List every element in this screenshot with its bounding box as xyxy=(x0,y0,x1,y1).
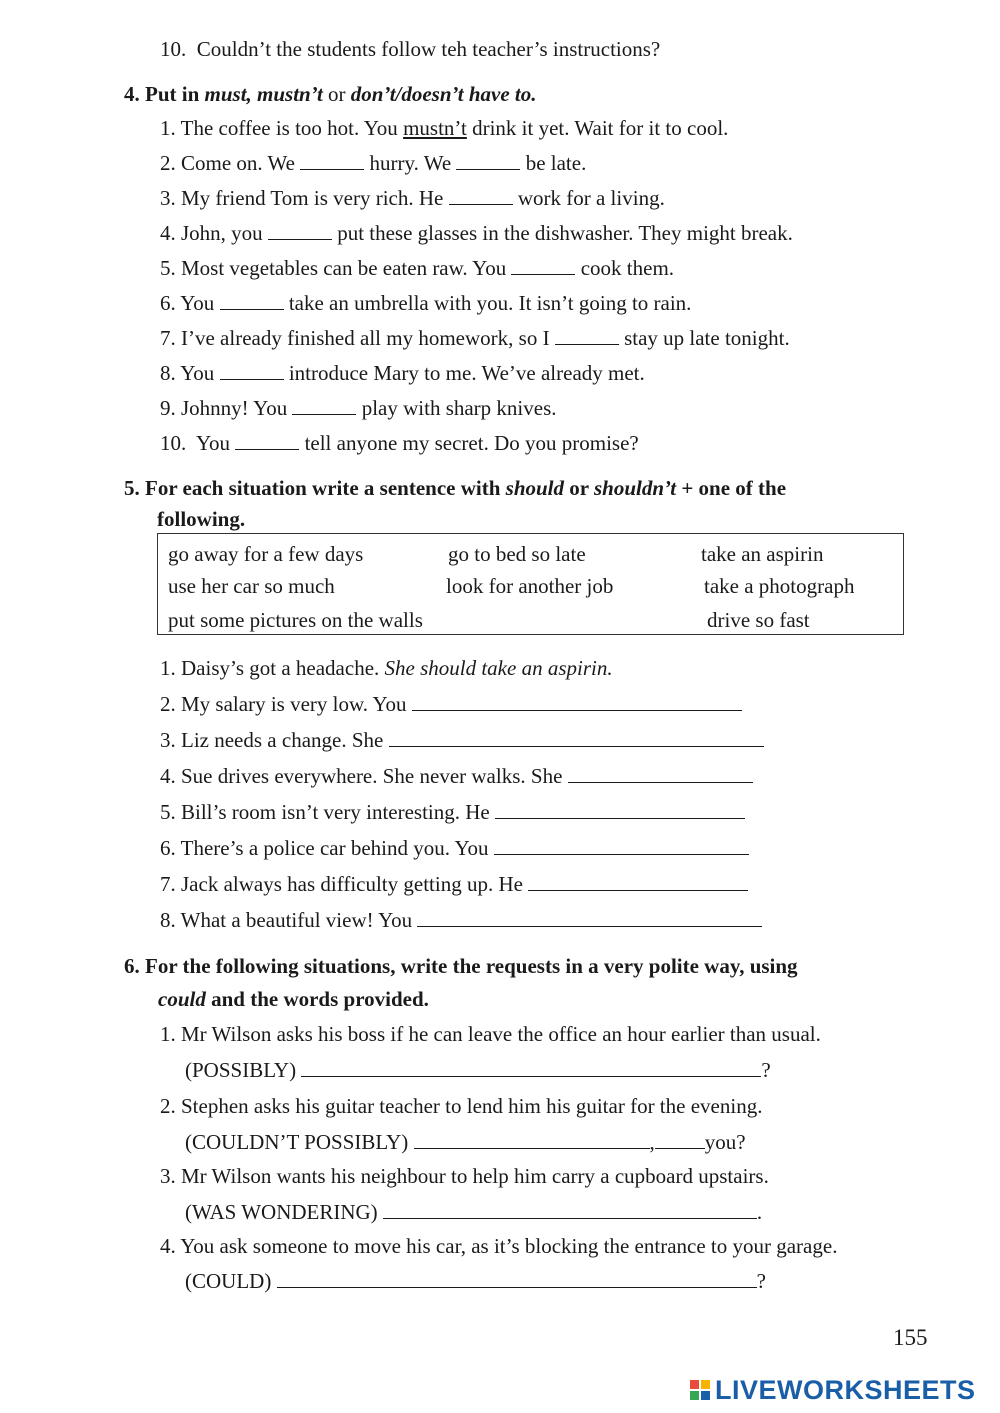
word-option: take an aspirin xyxy=(701,542,824,566)
word-option: use her car so much xyxy=(168,574,335,598)
exercise-6-item-3-answer: (WAS WONDERING) . xyxy=(185,1200,763,1224)
exercise-5-item-2: 2. My salary is very low. You xyxy=(160,691,742,717)
answer-blank[interactable] xyxy=(449,186,513,205)
exercise-4-item-10: 10. You tell anyone my secret. Do you promise? xyxy=(160,431,639,455)
answer-line[interactable] xyxy=(414,1130,650,1149)
answer-line[interactable] xyxy=(389,728,764,747)
answer-blank[interactable] xyxy=(292,396,356,415)
exercise-4-heading: 4. Put in must, mustn’t or don’t/doesn’t have to. xyxy=(124,82,537,106)
answer-line[interactable] xyxy=(277,1269,757,1288)
word-option: go to bed so late xyxy=(448,542,586,566)
logo-mark-icon xyxy=(690,1380,710,1400)
answer-line[interactable] xyxy=(412,692,742,711)
exercise-4-item-3: 3. My friend Tom is very rich. He work for a living. xyxy=(160,186,665,210)
example-answer: mustn’t xyxy=(403,116,467,140)
exercise-5-item-1: 1. Daisy’s got a headache. She should take an aspirin. xyxy=(160,656,613,680)
exercise-6-item-4-answer: (COULD) ? xyxy=(185,1269,766,1293)
exercise-5-heading: 5. For each situation write a sentence with should or shouldn’t + one of the xyxy=(124,476,787,500)
word-box xyxy=(157,533,904,635)
word-option: look for another job xyxy=(446,574,614,598)
answer-blank[interactable] xyxy=(555,326,619,345)
exercise-6-item-1-answer: (POSSIBLY) ? xyxy=(185,1058,771,1082)
exercise-6-item-1: 1. Mr Wilson asks his boss if he can leave the office an hour earlier than usual. xyxy=(160,1022,821,1046)
page-number: 155 xyxy=(893,1325,928,1350)
exercise-6-item-2: 2. Stephen asks his guitar teacher to lend him his guitar for the evening. xyxy=(160,1094,763,1118)
answer-line[interactable] xyxy=(528,872,748,891)
example-answer: She should take an aspirin. xyxy=(384,656,613,680)
answer-blank[interactable] xyxy=(235,431,299,450)
exercise-4-item-7: 7. I’ve already finished all my homework, so I stay up late tonight. xyxy=(160,326,790,350)
answer-line[interactable] xyxy=(495,800,745,819)
answer-line[interactable] xyxy=(383,1200,757,1219)
exercise-4-item-8: 8. You introduce Mary to me. We’ve already met. xyxy=(160,361,645,385)
word-option: put some pictures on the walls xyxy=(168,608,423,632)
exercise-4-item-6: 6. You take an umbrella with you. It isn’t going to rain. xyxy=(160,291,692,315)
answer-line[interactable] xyxy=(417,908,762,927)
exercise-6-item-2-answer: (COULDN’T POSSIBLY) , you? xyxy=(185,1130,746,1154)
answer-line[interactable] xyxy=(494,836,749,855)
exercise-3-item-10: 10. Couldn’t the students follow teh teacher’s instructions? xyxy=(160,37,661,61)
word-option: go away for a few days xyxy=(168,542,364,566)
answer-blank[interactable] xyxy=(511,256,575,275)
exercise-5-item-3: 3. Liz needs a change. She xyxy=(160,727,764,753)
exercise-5-item-4: 4. Sue drives everywhere. She never walks. She xyxy=(160,763,753,789)
answer-blank[interactable] xyxy=(220,361,284,380)
logo-text: LIVEWORKSHEETS xyxy=(715,1374,976,1405)
answer-line[interactable] xyxy=(655,1130,705,1149)
answer-blank[interactable] xyxy=(456,151,520,170)
exercise-6-item-3: 3. Mr Wilson wants his neighbour to help him carry a cupboard upstairs. xyxy=(160,1164,769,1188)
word-option: drive so fast xyxy=(707,608,810,632)
exercise-5-item-8: 8. What a beautiful view! You xyxy=(160,907,762,933)
word-option: take a photograph xyxy=(704,574,855,598)
exercise-5-item-6: 6. There’s a police car behind you. You xyxy=(160,835,749,861)
answer-blank[interactable] xyxy=(268,221,332,240)
answer-blank[interactable] xyxy=(300,151,364,170)
exercise-5-item-7: 7. Jack always has difficulty getting up. He xyxy=(160,871,748,897)
answer-line[interactable] xyxy=(301,1058,761,1077)
exercise-5-item-5: 5. Bill’s room isn’t very interesting. He xyxy=(160,799,745,825)
exercise-6-heading: 6. For the following situations, write the requests in a very polite way, using xyxy=(124,954,798,978)
exercise-4-item-4: 4. John, you put these glasses in the dishwasher. They might break. xyxy=(160,221,793,245)
exercise-4-item-1: 1. The coffee is too hot. You mustn’t drink it yet. Wait for it to cool. xyxy=(160,116,729,140)
answer-blank[interactable] xyxy=(220,291,284,310)
exercise-5-heading-line2: following. xyxy=(157,507,246,531)
exercise-6-heading-line2: could and the words provided. xyxy=(158,987,429,1011)
exercise-4-item-2: 2. Come on. We hurry. We be late. xyxy=(160,151,587,175)
liveworksheets-logo[interactable] xyxy=(690,1375,976,1405)
exercise-4-item-5: 5. Most vegetables can be eaten raw. You cook them. xyxy=(160,256,675,280)
exercise-4-item-9: 9. Johnny! You play with sharp knives. xyxy=(160,396,557,420)
answer-line[interactable] xyxy=(568,764,753,783)
exercise-6-item-4: 4. You ask someone to move his car, as it’s blocking the entrance to your garage. xyxy=(160,1234,838,1258)
